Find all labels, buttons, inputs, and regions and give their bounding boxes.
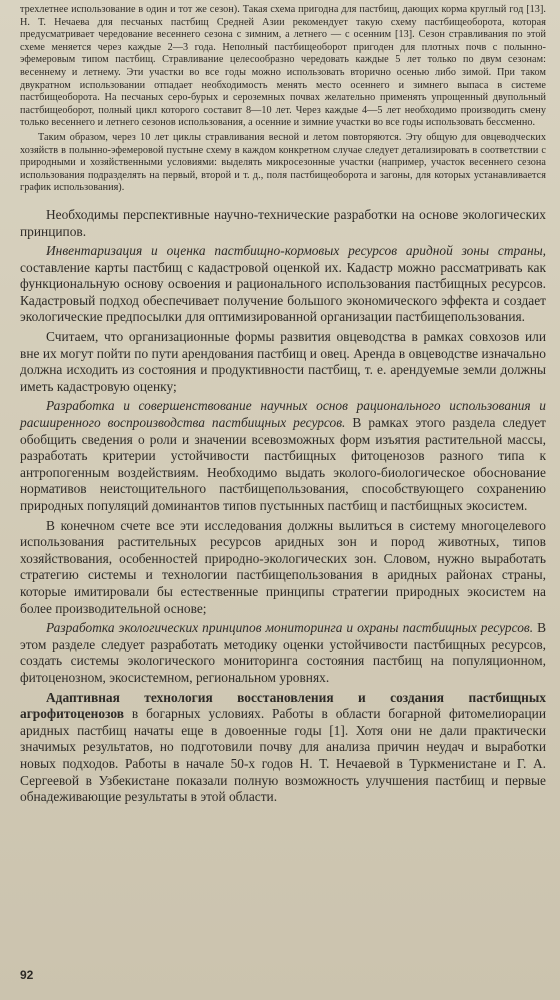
paragraph-2 [20,243,546,326]
paragraph-6 [20,620,546,686]
paragraph-3: Считаем, что организационные формы развития овцеводства в рамках совхозов или вне их могут пойти по пути арендования пастбищ и овец. Аренда в овцеводстве изначально должна исходить из состояния и продуктивности пастбищ, т. е. арендуемые земли должны иметь кадастровую оценку; [20,329,546,394]
main-text-block [20,207,546,806]
paragraph-5: В конечном счете все эти исследования должны вылиться в систему многоцелевого использования растительных ресурсов аридных зон и пород животных, типов хозяйствования, особенностей природно-экологических зон. Словом, нужно выработать стратегию системы и технологии пастбищепользования в аридных районах страны, которые имитировали бы естественные принципы стратегии природных экосистем на более производительной основе; [20,517,546,616]
paragraph-4 [20,398,546,514]
paragraph-7 [20,690,546,806]
paragraph-1: Необходимы перспективные научно-технические разработки на основе экологических принципов. [20,206,546,239]
section-heading-monitoring: Разработка экологических принципов мониторинга и охраны пастбищных ресурсов. [46,620,534,636]
paragraph-6-text: В этом разделе следует разработать методику оценки устойчивости пастбищных ресурсов, создать системы экологического мониторинга состояния пастбищ на популяционном, фитоценозном, экосистемном, региональном уровнях. [20,620,547,685]
section-heading-research: Разработка и совершенствование научных основ рационального использования и расширенного воспроизводства пастбищных ресурсов. [20,398,546,431]
paragraph-7-text: в богарных условиях. Работы в области богарной фитомелиорации аридных пастбищ начаты еще в довоенные годы [1]. Хотя они не дали практически значимых результатов, но подготовили почву для анализа причин неудач и выработки новых подходов. Работы в начале 50-х годов Н. Т. Нечаевой в Туркменистане и Г. А. Сергеевой в Узбекистане показали полную возможность улучшения пастбищ и первые обнадеживающие результаты в этой области. [20,706,546,805]
paragraph-2-text: составление карты пастбищ с кадастровой оценкой их. Кадастр можно рассматривать как функциональную основу освоения и рационального использования пастбищных ресурсов. Кадастровый подход обеспечивает получение большого экономического эффекта и создает экологические предпосылки для оптимизированной организации пастбищепользования. [20,259,546,325]
paragraph-4-text: В рамках этого раздела следует обобщить сведения о роли и значении всевозможных форм изъятия растительной массы, разработать критерии устойчивости пастбищных фитоценозов разного типа к антропогенным воздействиям. Необходимо выдать эколого-биологическое обоснование нормативов неистощительного пастбищепользования, способствующего сохранению природных популяций доминантов типов пустынных пастбищ и пастбищных экосистем. [20,415,546,513]
page-number: 92 [20,968,34,982]
section-heading-inventory: Инвентаризация и оценка пастбищно-кормовых ресурсов аридной зоны страны, [46,243,546,259]
small-paragraph-1: трехлетнее использование в один и тот же сезон). Такая схема пригодна для пастбищ, дающих корма круглый год [13]. Н. Т. Нечаева для песчаных пастбищ Средней Азии рекомендует такую схему пастбищеоборота, которая предусматривает чередование весеннего сезона с зимним, а летнего — с осенним [13]. Сезон стравливания по этой схеме меняется через каждые 2—3 года. Неполный пастбищеоборот пригоден для плотных почв с полынно-эфемеровым типом пастбищ. Стравливание целесообразно чередовать каждые 5 лет только по двум сезонам: весеннему и летнему. Эти участки во все годы можно использовать вторично осенью либо зимой. При таком двукратном использовании отпадает необходимость менять место осеннего и зимнего выпаса в системе пастбищеоборота. На песчаных серо-бурых и сероземных почвах желательно применять упрощенный двупольный пастбищеоборот, полный цикл которого составит 8—10 лет. Через каждые 4—5 лет необходимо производить смену только весеннего и летнего сезонов использования, а осенние и зимние участки во все годы использовать бессменно. [20,4,546,129]
small-paragraph-2: Таким образом, через 10 лет циклы стравливания весной и летом повторяются. Эту общую для овцеводческих хозяйств в полынно-эфемеровой пустыне схему в каждом конкретном случае следует детализировать в соответствии с природными и хозяйственными условиями: выделять микросезонные участки (например, участок весеннего сезона использования подразделять на первый, второй и т. д., поля пастбищеоборота и загоны, для которых устанавливается график использования). [20,131,546,194]
section-heading-technology: Адаптивная технология восстановления и создания пастбищных агрофитоценозов [20,689,546,722]
small-print-block [20,4,546,195]
